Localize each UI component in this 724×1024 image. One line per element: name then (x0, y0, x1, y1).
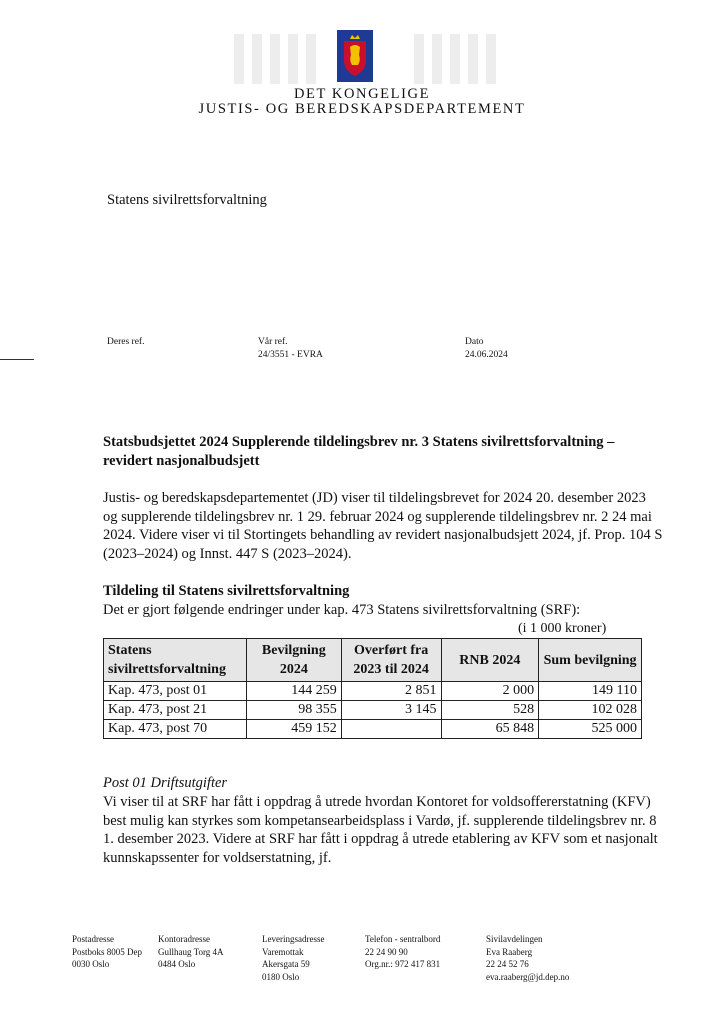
column-header: Bevilgning 2024 (246, 639, 341, 682)
post-01-heading: Post 01 Driftsutgifter (103, 775, 228, 791)
coat-of-arms-icon (337, 30, 373, 82)
table-cell: 144 259 (246, 682, 341, 701)
footer-line: 0484 Oslo (158, 959, 196, 969)
footer-line: 0030 Oslo (72, 959, 110, 969)
table-cell: Kap. 473, post 70 (104, 720, 247, 739)
footer-line: Org.nr.: 972 417 831 (365, 959, 441, 969)
footer-line: Eva Raaberg (486, 946, 533, 957)
footer-department-contact (486, 933, 569, 983)
footer-title: Leveringsadresse (262, 934, 325, 944)
column-header: Overført fra 2023 til 2024 (341, 639, 441, 682)
table-cell: 3 145 (341, 701, 441, 720)
footer-title: Sivilavdelingen (486, 934, 543, 944)
table-cell: 528 (441, 701, 539, 720)
section-heading: Tildeling til Statens sivilrettsforvaltning (103, 583, 350, 599)
footer-delivery-address (262, 933, 324, 983)
table-unit-note: (i 1 000 kroner) (518, 621, 607, 636)
table-row (104, 701, 642, 720)
table-cell (341, 720, 441, 739)
footer-title: Kontoradresse (158, 934, 210, 944)
footer-line: eva.raaberg@jd.dep.no (486, 971, 570, 982)
table-cell: 2 851 (341, 682, 441, 701)
date-label: Dato (465, 337, 484, 347)
table-row (104, 682, 642, 701)
table-cell: 2 000 (441, 682, 539, 701)
var-ref-label: Vår ref. (258, 337, 288, 347)
column-header: Statens sivilrettsforvaltning (104, 639, 247, 682)
footer-line: Postboks 8005 Dep (72, 946, 143, 957)
table-cell: 98 355 (246, 701, 341, 720)
var-ref-value: 24/3551 - EVRA (258, 350, 323, 360)
date-value: 24.06.2024 (465, 350, 508, 360)
letter-subject: Statsbudsjettet 2024 Supplerende tildelingsbrev nr. 3 Statens sivilrettsforvaltning – revidert nasjonalbudsjett (103, 434, 615, 469)
footer-line: 22 24 90 90 (365, 946, 408, 957)
footer-line: Akersgata 59 (262, 959, 310, 969)
column-header: RNB 2024 (441, 639, 539, 682)
recipient-name: Statens sivilrettsforvaltning (107, 192, 267, 208)
deres-ref-label: Deres ref. (107, 337, 145, 347)
column-header: Sum bevilgning (539, 639, 642, 682)
section-intro: Det er gjort følgende endringer under kap. 473 Statens sivilrettsforvaltning (SRF): (103, 602, 581, 618)
budget-table (103, 638, 642, 739)
table-cell: 459 152 (246, 720, 341, 739)
coat-lion (350, 45, 360, 65)
footer-line: 22 24 52 76 (486, 959, 529, 969)
footer-phone (365, 933, 440, 971)
table-cell: Kap. 473, post 21 (104, 701, 247, 720)
table-cell: 102 028 (539, 701, 642, 720)
table-row (104, 720, 642, 739)
table-cell: 149 110 (539, 682, 642, 701)
footer-title: Telefon - sentralbord (365, 934, 441, 944)
table-cell: 65 848 (441, 720, 539, 739)
footer-office-address (158, 933, 224, 971)
footer-line: Varemottak (262, 946, 304, 957)
footer-title: Postadresse (72, 934, 114, 944)
footer-line: Gullhaug Torg 4A (158, 946, 224, 957)
ministry-name-line1: DET KONGELIGE (293, 86, 431, 102)
footer-line: 0180 Oslo (262, 971, 300, 982)
table-cell: Kap. 473, post 01 (104, 682, 247, 701)
ministry-name-line2: JUSTIS- OG BEREDSKAPSDEPARTEMENT (198, 101, 526, 117)
fold-mark (0, 359, 34, 360)
table-cell: 525 000 (539, 720, 642, 739)
table-header-row (104, 639, 642, 682)
body-paragraph-1: Justis- og beredskapsdepartementet (JD) viser til tildelingsbrevet for 2024 20. desember 2023 og supplerende tildelingsbrev nr. 1 29. februar 2024 og supplerende tildelingsbrev nr. 2 24 mai 2024. Videre viser vi til Stortingets behandling av revidert nasjonalbudsjett 2024, jf. Prop. 104 S (2023–2024) og Innst. 447 S (2023–2024). (103, 490, 663, 562)
footer-postal-address (72, 933, 142, 971)
body-paragraph-2: Vi viser til at SRF har fått i oppdrag å utrede hvordan Kontoret for voldsoffererstatning (KFV) best mulig kan styrkes som kompetansearbeidsplass i Vardø, jf. supplerende tildelingsbrev nr. 8 1. desember 2023. Videre at SRF har fått i oppdrag å utrede etablering av KFV som et nasjonalt kunnskapssenter for voldserstatning, jf. (103, 794, 658, 866)
